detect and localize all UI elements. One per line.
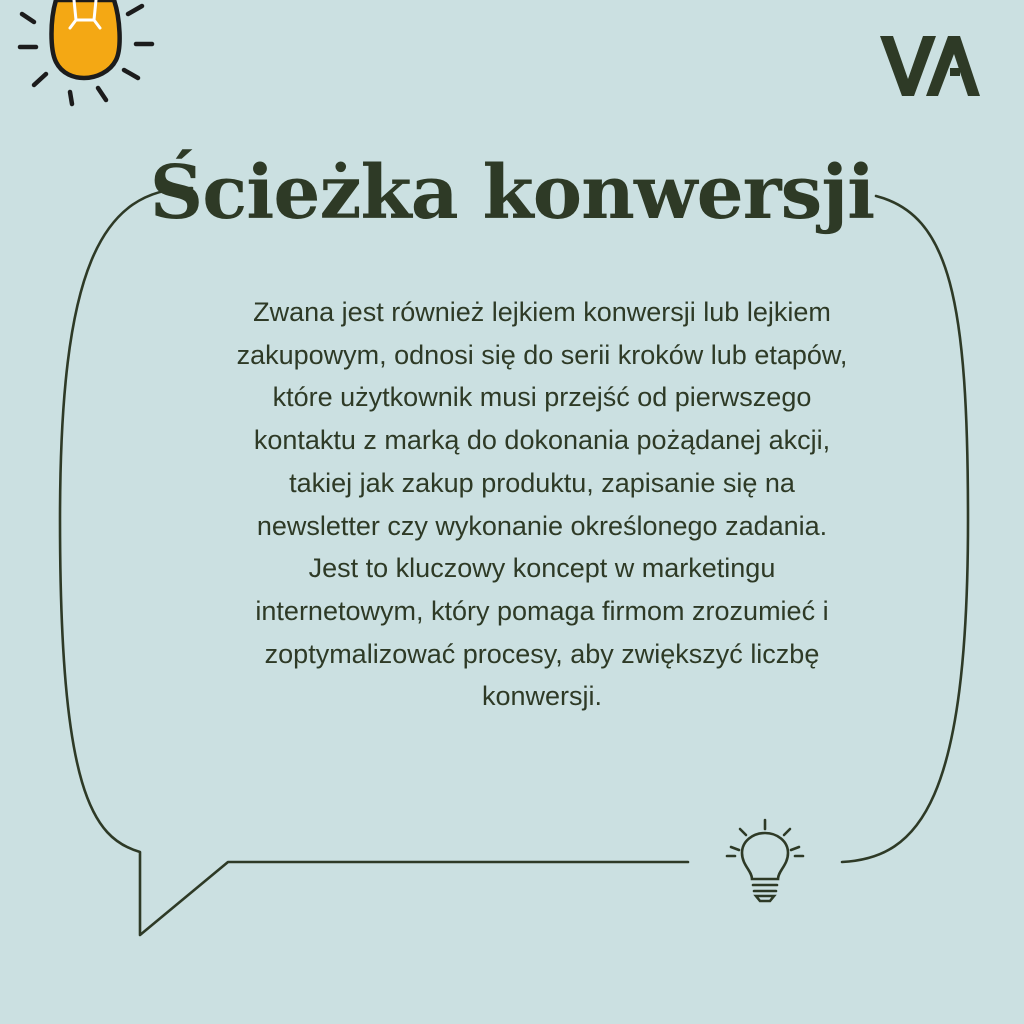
page-title: Ścieżka konwersji: [149, 150, 875, 236]
lightbulb-icon: [0, 0, 160, 115]
definition-text: Zwana jest również lejkiem konwersji lub lejkiem zakupowym, odnosi się do serii kroków lub etapów, które użytkownik musi przejść od pierwszego kontaktu z marką do dokonania pożądanej akcji, takiej jak zakup produktu, zapisanie się na newsletter czy wykonanie określonego zadania. Jest to kluczowy koncept w marketingu internetowym, który pomaga firmom zrozumieć i zoptymalizować procesy, aby zwiększyć liczbę konwersji.: [236, 297, 848, 712]
lightbulb-outline-icon: [722, 817, 808, 903]
va-logo: [876, 34, 980, 98]
